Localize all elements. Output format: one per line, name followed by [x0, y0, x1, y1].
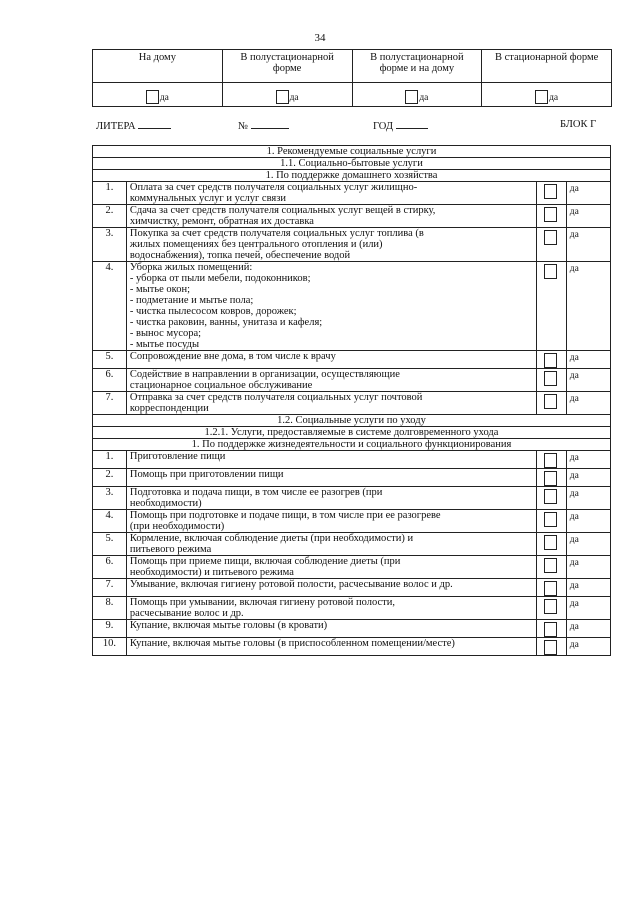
- service-text-line: Сдача за счет средств получателя социальных услуг вещей в стирку,: [129, 205, 436, 216]
- checkbox-cell: [536, 469, 566, 487]
- table-row: [93, 579, 611, 597]
- service-text-line: Приготовление пищи: [129, 451, 226, 462]
- checkbox[interactable]: [544, 640, 557, 655]
- service-text-line: водоснабжения), топка печей, обеспечение водой: [129, 250, 351, 261]
- option-label: да: [566, 451, 610, 469]
- table-row: [93, 205, 611, 228]
- year-input-line[interactable]: [396, 119, 428, 129]
- row-number: 1.: [93, 451, 127, 469]
- option-label: да: [566, 228, 610, 262]
- row-number: 3.: [93, 487, 127, 510]
- table-row: [93, 182, 611, 205]
- number-input-line[interactable]: [251, 119, 289, 129]
- checkbox[interactable]: [544, 599, 557, 614]
- option-label: да: [566, 369, 610, 392]
- subsection-title: 1.1. Социально-бытовые услуги: [93, 158, 611, 170]
- row-number: 4.: [93, 510, 127, 533]
- form-header-home: На дому: [93, 50, 223, 83]
- row-number: 4.: [93, 262, 127, 351]
- service-text-line: Умывание, включая гигиену ротовой полости, расчесывание волос и др.: [129, 579, 453, 590]
- table-row: [93, 351, 611, 369]
- checkbox[interactable]: [276, 90, 289, 104]
- checkbox[interactable]: [544, 184, 557, 199]
- table-row: [93, 369, 611, 392]
- service-description: [126, 510, 536, 533]
- service-text-line: Купание, включая мытье головы (в кровати): [129, 620, 328, 631]
- number-label: №: [238, 121, 249, 132]
- checkbox-cell: [536, 510, 566, 533]
- table-row: [93, 597, 611, 620]
- service-text-line: Отправка за счет средств получателя социальных услуг почтовой: [129, 392, 423, 403]
- service-description: [126, 351, 536, 369]
- checkbox-cell: [536, 392, 566, 415]
- service-description: [126, 182, 536, 205]
- checkbox-cell: [536, 620, 566, 638]
- option-label: да: [566, 205, 610, 228]
- checkbox-cell: [536, 638, 566, 656]
- service-text-line: Купание, включая мытье головы (в приспособленном помещении/месте): [129, 638, 455, 649]
- service-text-line: Помощь при приеме пищи, включая соблюдение диеты (при: [129, 556, 401, 567]
- litera-input-line[interactable]: [138, 119, 171, 129]
- service-description: [126, 451, 536, 469]
- service-description: [126, 469, 536, 487]
- option-label: да: [566, 510, 610, 533]
- checkbox-cell: [536, 205, 566, 228]
- table-row: [93, 392, 611, 415]
- service-description: [126, 487, 536, 510]
- row-number: 7.: [93, 579, 127, 597]
- service-description: [126, 262, 536, 351]
- checkbox-cell: [536, 487, 566, 510]
- service-description: [126, 205, 536, 228]
- row-number: 2.: [93, 205, 127, 228]
- row-number: 7.: [93, 392, 127, 415]
- table-row: [93, 451, 611, 469]
- option-label: да: [566, 392, 610, 415]
- checkbox[interactable]: [544, 207, 557, 222]
- service-text-line: необходимости): [129, 498, 202, 509]
- block-label: БЛОК Г: [560, 119, 597, 130]
- form-header-semi-stationary: В полустационарной форме: [222, 50, 352, 83]
- table-row: [93, 487, 611, 510]
- checkbox-cell: [536, 369, 566, 392]
- service-text-line: Помощь при приготовлении пищи: [129, 469, 284, 480]
- checkbox-cell: [536, 579, 566, 597]
- litera-field: [96, 119, 171, 132]
- service-description: [126, 579, 536, 597]
- checkbox[interactable]: [544, 394, 557, 409]
- service-text-line: химчистку, ремонт, обратная их доставка: [129, 216, 314, 227]
- row-number: 2.: [93, 469, 127, 487]
- service-text-line: Содействие в направлении в организации, осуществляющие: [129, 369, 400, 380]
- service-text-line: необходимости) и питьевого режима: [129, 567, 294, 578]
- checkbox-cell: [536, 533, 566, 556]
- service-text-line: - уборка от пыли мебели, подоконников;: [129, 273, 311, 284]
- checkbox-cell: [536, 351, 566, 369]
- checkbox-cell: [536, 556, 566, 579]
- row-number: 6.: [93, 369, 127, 392]
- checkbox[interactable]: [544, 371, 557, 386]
- service-text-line: корреспонденции: [129, 403, 209, 414]
- row-number: 8.: [93, 597, 127, 620]
- table-row: [93, 638, 611, 656]
- year-label: ГОД: [373, 121, 394, 132]
- subsection-title: 1. По поддержке домашнего хозяйства: [93, 170, 611, 182]
- option-label: да: [289, 93, 299, 103]
- section-title: 1. Рекомендуемые социальные услуги: [93, 146, 611, 158]
- row-number: 9.: [93, 620, 127, 638]
- table-row: [93, 533, 611, 556]
- checkbox[interactable]: [544, 230, 557, 245]
- row-number: 5.: [93, 533, 127, 556]
- option-label: да: [566, 620, 610, 638]
- service-text-line: Покупка за счет средств получателя социальных услуг топлива (в: [129, 228, 424, 239]
- row-number: 5.: [93, 351, 127, 369]
- service-text-line: Помощь при подготовке и подаче пищи, в том числе при ее разогреве: [129, 510, 441, 521]
- checkbox[interactable]: [544, 535, 557, 550]
- litera-label: ЛИТЕРА: [96, 121, 136, 132]
- service-description: [126, 638, 536, 656]
- form-header-stationary: В стационарной форме: [482, 50, 612, 83]
- service-text-line: Подготовка и подача пищи, в том числе ее разогрев (при: [129, 487, 383, 498]
- checkbox[interactable]: [544, 471, 557, 486]
- service-text-line: Помощь при умывании, включая гигиену ротовой полости,: [129, 597, 396, 608]
- checkbox[interactable]: [544, 581, 557, 596]
- checkbox[interactable]: [405, 90, 418, 104]
- row-number: 10.: [93, 638, 127, 656]
- number-field: [238, 119, 289, 132]
- form-option-stationary: [482, 83, 612, 107]
- service-text-line: Сопровождение вне дома, в том числе к врачу: [129, 351, 336, 362]
- table-row: [93, 228, 611, 262]
- service-text-line: стационарное социальное обслуживание: [129, 380, 313, 391]
- service-text-line: - чистка пылесосом ковров, дорожек;: [129, 306, 297, 317]
- form-option-semi-stationary: [222, 83, 352, 107]
- row-number: 1.: [93, 182, 127, 205]
- checkbox-cell: [536, 597, 566, 620]
- option-label: да: [549, 93, 559, 103]
- checkbox[interactable]: [544, 489, 557, 504]
- service-text-line: (при необходимости): [129, 521, 225, 532]
- option-label: да: [566, 579, 610, 597]
- service-text-line: Оплата за счет средств получателя социальных услуг жилищно-: [129, 182, 418, 193]
- table-row: [93, 620, 611, 638]
- row-number: 6.: [93, 556, 127, 579]
- form-header-semi-stationary-home: В полустационарной форме и на дому: [352, 50, 482, 83]
- table-row: [93, 510, 611, 533]
- service-text-line: - подметание и мытье пола;: [129, 295, 254, 306]
- checkbox[interactable]: [544, 453, 557, 468]
- table-row: [93, 556, 611, 579]
- service-description: [126, 533, 536, 556]
- subsection-title: 1. По поддержке жизнедеятельности и социального функционирования: [93, 439, 611, 451]
- checkbox[interactable]: [544, 622, 557, 637]
- service-form-table: [92, 49, 612, 107]
- option-label: да: [566, 487, 610, 510]
- service-text-line: Уборка жилых помещений:: [129, 262, 253, 273]
- form-option-semi-stationary-home: [352, 83, 482, 107]
- checkbox[interactable]: [544, 264, 557, 279]
- service-text-line: коммунальных услуг и услуг связи: [129, 193, 286, 204]
- checkbox-cell: [536, 182, 566, 205]
- checkbox[interactable]: [544, 353, 557, 368]
- option-label: да: [566, 262, 610, 351]
- option-label: да: [566, 638, 610, 656]
- checkbox[interactable]: [544, 558, 557, 573]
- service-description: [126, 228, 536, 262]
- checkbox[interactable]: [544, 512, 557, 527]
- service-description: [126, 392, 536, 415]
- option-label: да: [566, 351, 610, 369]
- checkbox[interactable]: [535, 90, 548, 104]
- service-text-line: Кормление, включая соблюдение диеты (при необходимости) и: [129, 533, 414, 544]
- checkbox-cell: [536, 228, 566, 262]
- option-label: да: [566, 182, 610, 205]
- option-label: да: [159, 93, 169, 103]
- service-text-line: - мытье окон;: [129, 284, 190, 295]
- checkbox[interactable]: [146, 90, 159, 104]
- service-description: [126, 597, 536, 620]
- page-number: 34: [314, 32, 326, 44]
- option-label: да: [566, 597, 610, 620]
- service-description: [126, 620, 536, 638]
- service-text-line: - чистка раковин, ванны, унитаза и кафеля;: [129, 317, 323, 328]
- table-row: [93, 262, 611, 351]
- services-table: [92, 145, 611, 656]
- row-number: 3.: [93, 228, 127, 262]
- service-text-line: питьевого режима: [129, 544, 212, 555]
- subsection-title: 1.2. Социальные услуги по уходу: [93, 415, 611, 427]
- service-text-line: жилых помещениях без центрального отопления и (или): [129, 239, 383, 250]
- option-label: да: [419, 93, 429, 103]
- subsection-title: 1.2.1. Услуги, предоставляемые в системе долговременного ухода: [93, 427, 611, 439]
- form-option-home: [93, 83, 223, 107]
- service-description: [126, 369, 536, 392]
- service-text-line: - вынос мусора;: [129, 328, 202, 339]
- service-description: [126, 556, 536, 579]
- option-label: да: [566, 533, 610, 556]
- option-label: да: [566, 556, 610, 579]
- checkbox-cell: [536, 262, 566, 351]
- year-field: [373, 119, 428, 132]
- table-row: [93, 469, 611, 487]
- service-text-line: расчесывание волос и др.: [129, 608, 244, 619]
- service-text-line: - мытье посуды: [129, 339, 200, 350]
- option-label: да: [566, 469, 610, 487]
- checkbox-cell: [536, 451, 566, 469]
